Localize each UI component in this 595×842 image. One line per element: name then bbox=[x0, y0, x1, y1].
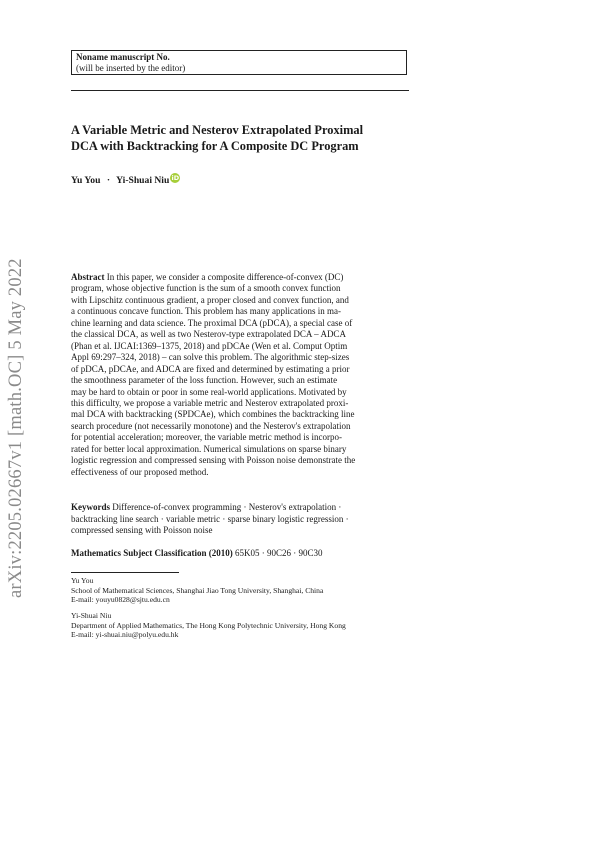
abstract-line: (Phan et al. IJCAI:1369–1375, 2018) and pDCAe (Wen et al. Comput Optim bbox=[71, 340, 348, 351]
author-separator: · bbox=[106, 175, 111, 186]
abstract-line: search procedure (not necessarily monotone) and the Nesterov's extrapolation bbox=[71, 420, 351, 431]
keywords-heading: Keywords bbox=[71, 502, 110, 512]
abstract-line: program, whose objective function is the sum of a smooth convex function bbox=[71, 283, 341, 294]
keywords-line bbox=[71, 502, 408, 514]
abstract-text: In this paper, we consider a composite difference-of-convex (DC) bbox=[106, 272, 344, 282]
abstract-line: with Lipschitz continuous gradient, a proper closed and convex function, and bbox=[71, 294, 349, 305]
affiliation-dept: School of Mathematical Sciences, Shanghai Jiao Tong University, Shanghai, China bbox=[71, 585, 324, 595]
author-list bbox=[71, 173, 180, 186]
affiliation-dept: Department of Applied Mathematics, The Hong Kong Polytechnic University, Hong Kong bbox=[71, 620, 346, 630]
affiliation-email[interactable]: E-mail: youyu0828@sjtu.edu.cn bbox=[71, 595, 170, 605]
abstract-line: this difficulty, we propose a variable metric and Nesterov extrapolated proxi- bbox=[71, 397, 349, 408]
abstract-heading: Abstract bbox=[71, 272, 105, 282]
abstract-line: rated for better local approximation. Numerical simulations on sparse binary bbox=[71, 443, 347, 454]
manuscript-info-box bbox=[71, 50, 407, 75]
msc-section bbox=[71, 548, 408, 559]
author-name-1: Yu You bbox=[71, 175, 101, 186]
abstract-line: a continuous concave function. This problem has many applications in ma- bbox=[71, 306, 342, 317]
abstract-line: the smoothness parameter of the loss function. However, such an estimate bbox=[71, 375, 338, 386]
abstract-line: Appl 69:297–324, 2018) – can solve this problem. The algorithmic step-sizes bbox=[71, 352, 350, 363]
abstract-line: the classical DCA, as well as two Nesterov-type extrapolated DCA – ADCA bbox=[71, 329, 346, 340]
keywords-line: backtracking line search · variable metric · sparse binary logistic regression · bbox=[71, 513, 349, 524]
manuscript-label: Noname manuscript No. bbox=[76, 52, 170, 62]
keywords-line: compressed sensing with Poisson noise bbox=[71, 525, 213, 536]
affiliation-email[interactable]: E-mail: yi-shuai.niu@polyu.edu.hk bbox=[71, 630, 179, 640]
abstract-line: for potential acceleration; moreover, the variable metric method is incorpo- bbox=[71, 432, 343, 443]
abstract-section bbox=[71, 272, 408, 478]
abstract-line: logistic regression and compressed sensing with Poisson noise demonstrate the bbox=[71, 455, 356, 466]
keywords-text: Difference-of-convex programming · Nesterov's extrapolation · bbox=[112, 502, 342, 512]
arxiv-side-stamp: arXiv:2205.02667v1 [math.OC] 5 May 2022 bbox=[6, 258, 26, 598]
abstract-line: of pDCA, pDCAe, and ADCA are fixed and determined by estimating a prior bbox=[71, 363, 350, 374]
abstract-line: may be hard to obtain or poor in some real-world applications. Motivated by bbox=[71, 386, 347, 397]
msc-codes: 65K05 · 90C26 · 90C30 bbox=[234, 548, 323, 558]
orcid-icon[interactable]: iD bbox=[171, 174, 180, 182]
footnote-rule bbox=[71, 572, 179, 573]
affiliation-2 bbox=[71, 611, 416, 640]
keywords-section bbox=[71, 502, 408, 537]
affiliation-1 bbox=[71, 576, 416, 605]
abstract-line: effectiveness of our proposed method. bbox=[71, 466, 209, 477]
affiliation-name: Yu You bbox=[71, 576, 94, 585]
affiliation-name: Yi-Shuai Niu bbox=[71, 611, 112, 620]
manuscript-note: (will be inserted by the editor) bbox=[76, 62, 186, 73]
title-line-1: A Variable Metric and Nesterov Extrapolated Proximal bbox=[71, 123, 364, 137]
msc-heading: Mathematics Subject Classification (2010) bbox=[71, 548, 233, 558]
author-name-2: Yi-Shuai Niu bbox=[116, 175, 170, 186]
abstract-line: chine learning and data science. The proximal DCA (pDCA), a special case of bbox=[71, 317, 353, 328]
title-line-2: DCA with Backtracking for A Composite DC Program bbox=[71, 139, 359, 153]
header-rule bbox=[71, 90, 409, 91]
paper-title bbox=[71, 122, 411, 154]
abstract-line: mal DCA with backtracking (SPDCAe), which combines the backtracking line bbox=[71, 409, 355, 420]
abstract-line bbox=[71, 272, 408, 283]
